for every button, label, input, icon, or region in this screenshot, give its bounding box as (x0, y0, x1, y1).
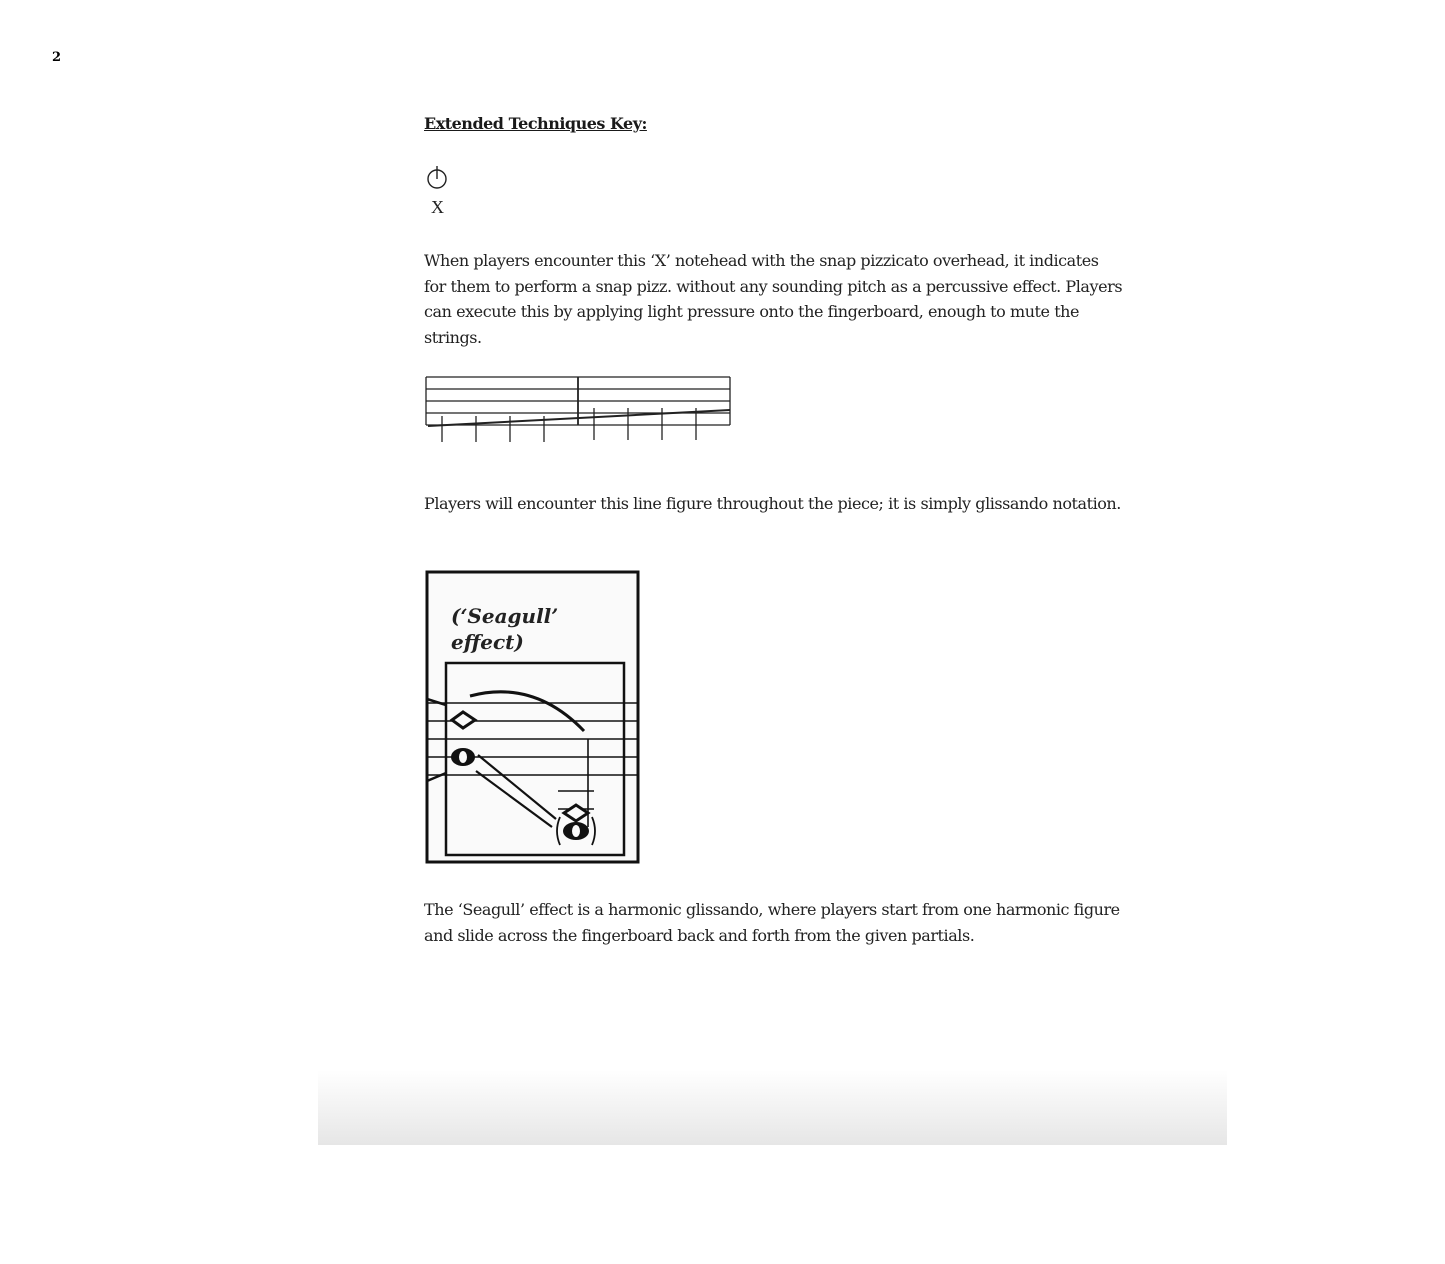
section-heading: Extended Techniques Key: (424, 114, 647, 133)
seagull-caption: (‘Seagull’ effect) (451, 604, 559, 654)
glissando-staff-figure (424, 372, 734, 448)
glissando-description: Players will encounter this line figure throughout the piece; it is simply glissando notation. (424, 494, 1121, 513)
x-notehead-label: X (431, 197, 444, 217)
page-number: 2 (52, 50, 62, 65)
seagull-description: The ‘Seagull’ effect is a harmonic glissando, where players start from one harmonic figure and slide across the fingerboard back and forth from the given partials. (424, 900, 1120, 945)
snap-pizz-description: When players encounter this ‘X’ notehead with the snap pizzicato overhead, it indicates for them to perform a snap pizz. without any sounding pitch as a percussive effect. Players can execute this by applying light pressure onto the fingerboard, enough to mute the strings. (424, 251, 1123, 347)
page-bottom-fade (318, 1070, 1227, 1145)
